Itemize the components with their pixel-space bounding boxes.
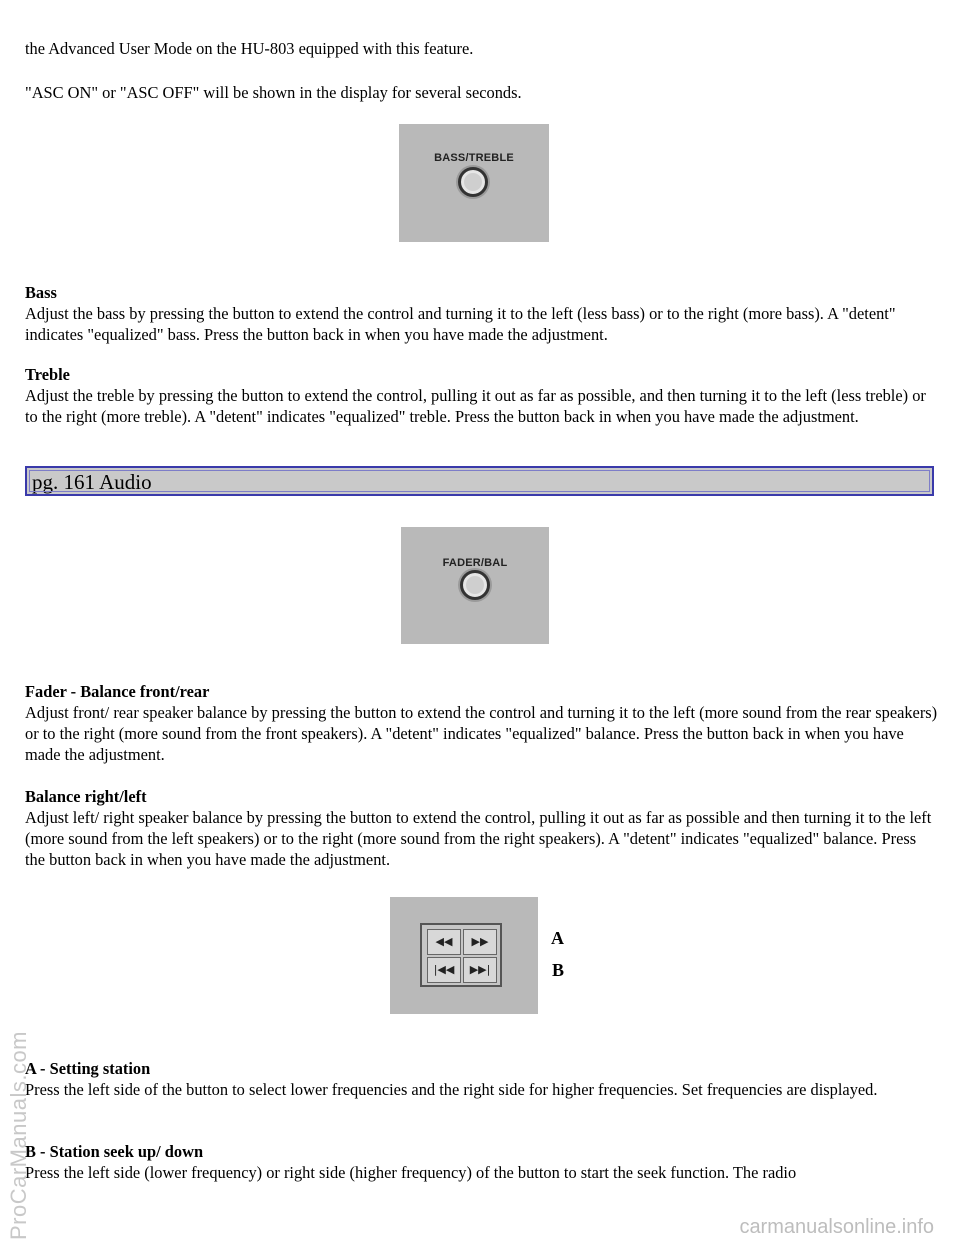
bass-treble-label: BASS/TREBLE: [434, 152, 514, 164]
seek-text: Press the left side (lower frequency) or right side (higher frequency) of the button to start the seek function. The radio: [25, 1163, 797, 1182]
bass-treble-knob-icon: [458, 167, 488, 197]
bass-heading: Bass: [25, 283, 57, 302]
setting-station-heading: A - Setting station: [25, 1059, 151, 1078]
page-section-title: pg. 161 Audio: [32, 470, 152, 494]
bass-treble-figure: [399, 124, 549, 242]
treble-heading: Treble: [25, 365, 70, 384]
seek-up-icon: ▶▶|: [463, 957, 497, 983]
intro-line-1: the Advanced User Mode on the HU-803 equipped with this feature.: [25, 39, 474, 58]
treble-text: Adjust the treble by pressing the button to extend the control, pulling it out as far as possible, and then turning it to the left (less treble) or to the right (more treble). A "detent" indicates "equalized" treble. Press the button back in when you have made the adjustment.: [25, 386, 926, 426]
fader-bal-label: FADER/BAL: [442, 557, 508, 569]
fader-bal-figure: [401, 527, 549, 644]
balance-text: Adjust left/ right speaker balance by pressing the button to extend the control, pulling it out as far as possible and then turning it to the left (more sound from the left speakers) or to the right (more sound from the right speakers). A "detent" indicates "equalized" balance. Press the button back in when you have made the adjustment.: [25, 808, 932, 869]
page-section-header: [25, 466, 934, 496]
bass-text: Adjust the bass by pressing the button to extend the control and turning it to the left (less bass) or to the right (more bass). A "detent" indicates "equalized" bass. Press the button back in when you have made the adjustment.: [25, 304, 896, 344]
label-b: B: [552, 960, 565, 980]
intro-line-2: "ASC ON" or "ASC OFF" will be shown in the display for several seconds.: [25, 83, 522, 102]
fader-heading: Fader - Balance front/rear: [25, 682, 210, 701]
seek-down-icon: |◀◀: [427, 957, 461, 983]
rewind-icon: ◀◀: [427, 929, 461, 955]
side-watermark: ProCarManuals.com: [6, 1030, 31, 1240]
fast-forward-icon: ▶▶: [463, 929, 497, 955]
fader-bal-knob-icon: [460, 570, 490, 600]
footer-watermark: carmanualsonline.info: [739, 1216, 934, 1238]
seek-buttons-figure: [390, 897, 538, 1014]
label-a: A: [551, 928, 564, 948]
setting-station-text: Press the left side of the button to select lower frequencies and the right side for higher frequencies. Set frequencies are displayed.: [25, 1080, 878, 1099]
balance-heading: Balance right/left: [25, 787, 147, 806]
fader-text: Adjust front/ rear speaker balance by pressing the button to extend the control and turning it to the left (more sound from the rear speakers) or to the right (more sound from the front speakers). A "detent" indicates "equalized" balance. Press the button back in when you have made the adjustment.: [25, 703, 938, 764]
seek-heading: B - Station seek up/ down: [25, 1142, 204, 1161]
